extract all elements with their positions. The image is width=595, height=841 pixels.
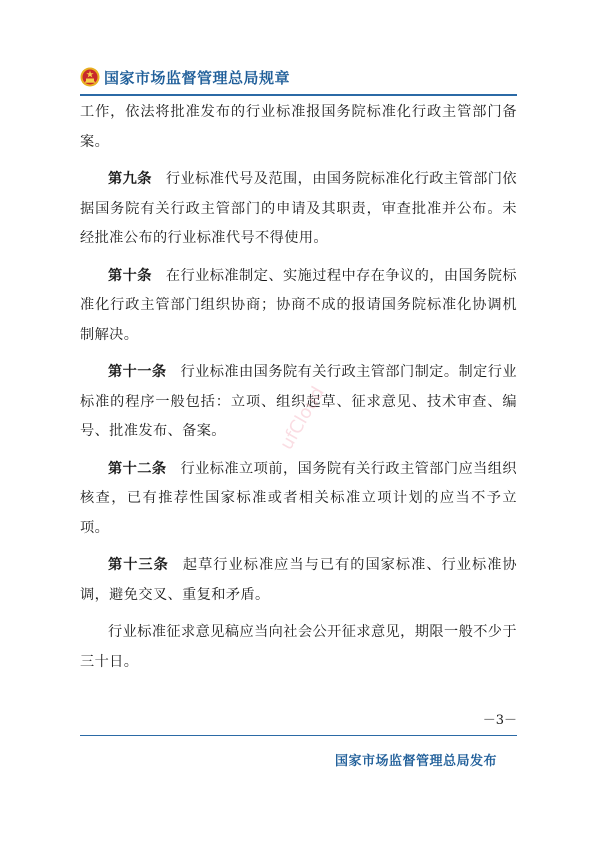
intro-paragraph: 工作，依法将批准发布的行业标准报国务院标准化行政主管部门备案。 — [80, 104, 517, 150]
page-header — [80, 64, 290, 90]
article-paragraph — [80, 262, 517, 351]
article-label: 第十条 — [108, 267, 152, 284]
article-paragraph — [80, 455, 517, 544]
article-label: 第十一条 — [108, 364, 167, 380]
article-text: 在行业标准制定、实施过程中存在争议的，由国务院标准化行政主管部门组织协商；协商不成的报请国务院标准化协调机制解决。 — [80, 267, 518, 343]
header-title: 国家市场监督管理总局规章 — [104, 68, 291, 87]
article-label: 第九条 — [108, 171, 152, 187]
national-emblem-icon — [80, 67, 100, 87]
article-label: 第十二条 — [108, 460, 167, 477]
footer-publisher: 国家市场监督管理总局发布 — [334, 754, 497, 769]
article-text: 行业标准立项前，国务院有关行政主管部门应当组织核查，已有推荐性国家标准或者相关标准立项计划的应当不予立项。 — [80, 460, 517, 536]
article-text: 行业标准由国务院有关行政主管部门制定。制定行业标准的程序一般包括：立项、组织起草、征求意见、技术审查、编号、批准发布、备案。 — [80, 364, 517, 439]
article-label: 第十三条 — [108, 557, 169, 573]
page-number: －3－ — [482, 713, 517, 728]
footer-divider — [80, 735, 517, 736]
article-paragraph — [80, 551, 517, 610]
watermark-logo — [262, 378, 342, 458]
closing-paragraph: 行业标准征求意见稿应当向社会公开征求意见，期限一般不少于三十日。 — [80, 624, 517, 670]
article-paragraph — [80, 165, 517, 254]
article-text: 行业标准代号及范围，由国务院标准化行政主管部门依据国务院有关行政主管部门的申请及其职责，审查批准并公布。未经批准公布的行业标准代号不得使用。 — [80, 171, 518, 246]
watermark-text: ufCloud — [276, 383, 329, 454]
article-text: 起草行业标准应当与已有的国家标准、行业标准协调，避免交叉、重复和矛盾。 — [80, 557, 517, 603]
header-divider — [80, 94, 517, 96]
